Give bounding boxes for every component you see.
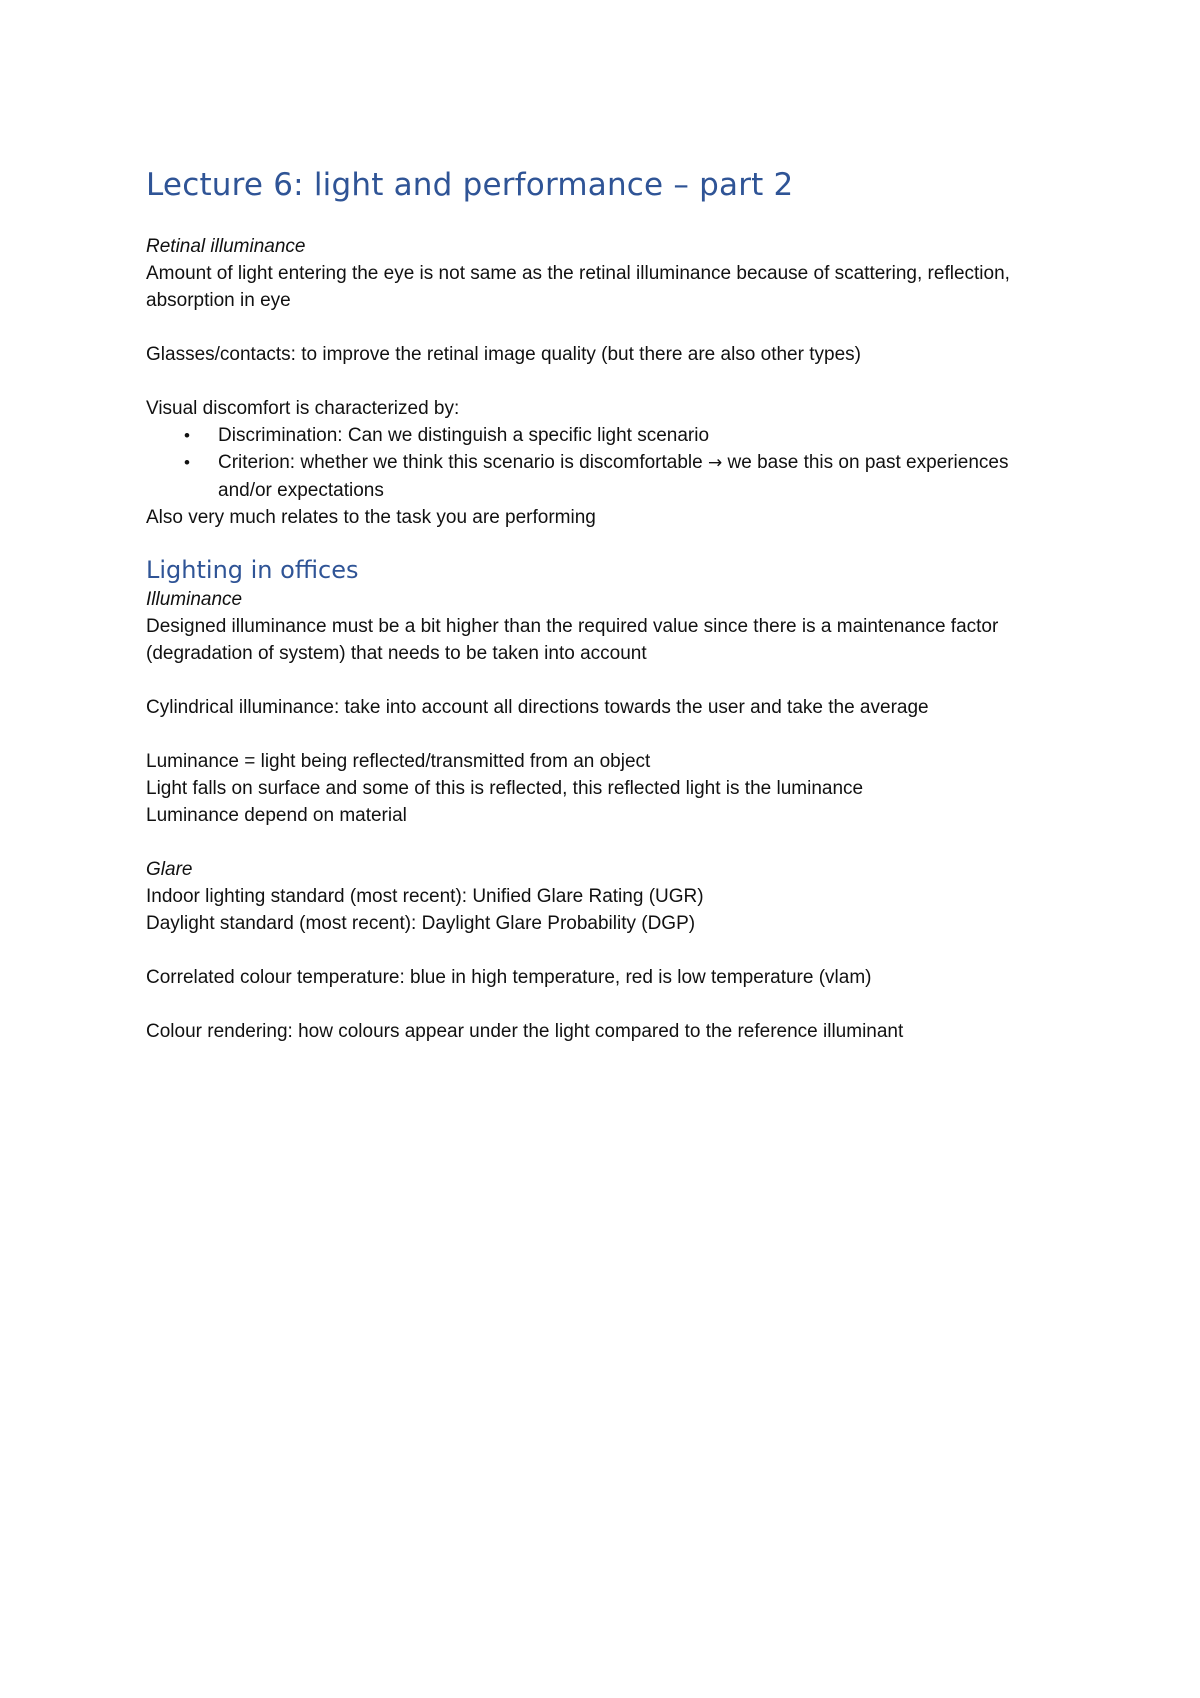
section-heading-lighting-in-offices: Lighting in offices [146, 556, 359, 584]
paragraph-colour-rendering: Colour rendering: how colours appear under the light compared to the reference illuminant [146, 1021, 904, 1042]
paragraph-glasses-contacts: Glasses/contacts: to improve the retinal image quality (but there are also other types) [146, 344, 861, 365]
paragraph-designed-illuminance: Designed illuminance must be a bit higher than the required value since there is a maintenance factor (degradation of system) that needs to be taken into account [146, 616, 999, 664]
right-arrow-icon: → [708, 453, 723, 473]
paragraph-task-relation: Also very much relates to the task you are performing [146, 507, 596, 528]
spacer [146, 991, 1046, 1018]
bullet-icon: • [184, 453, 190, 472]
line-luminance-material: Luminance depend on material [146, 805, 407, 826]
bullet-list [146, 422, 1046, 504]
line-indoor-glare-standard: Indoor lighting standard (most recent): Unified Glare Rating (UGR) [146, 886, 704, 907]
subheading-retinal-illuminance: Retinal illuminance [146, 236, 306, 257]
spacer [146, 314, 1046, 341]
spacer [146, 531, 1046, 554]
bullet-icon: • [184, 426, 190, 445]
list-item-discrimination [146, 422, 1046, 449]
paragraph-cylindrical-illuminance: Cylindrical illuminance: take into account all directions towards the user and take the average [146, 697, 929, 718]
page-title: Lecture 6: light and performance – part 2 [146, 167, 794, 203]
subheading-glare: Glare [146, 859, 193, 880]
spacer [146, 937, 1046, 964]
list-item-criterion [146, 449, 1046, 504]
spacer [146, 368, 1046, 395]
paragraph-correlated-colour-temperature: Correlated colour temperature: blue in high temperature, red is low temperature (vlam) [146, 967, 872, 988]
spacer [146, 721, 1046, 748]
paragraph-visual-discomfort: Visual discomfort is characterized by: [146, 398, 460, 419]
list-item-text: Discrimination: Can we distinguish a specific light scenario [218, 425, 710, 446]
paragraph-retinal-illuminance: Amount of light entering the eye is not same as the retinal illuminance because of scattering, reflection, absorption in eye [146, 263, 1010, 311]
list-item-text-continued: we base this on past experiences and/or expectations [218, 452, 1009, 501]
spacer [146, 829, 1046, 856]
spacer [146, 667, 1046, 694]
subheading-illuminance: Illuminance [146, 589, 243, 610]
line-daylight-glare-standard: Daylight standard (most recent): Daylight Glare Probability (DGP) [146, 913, 696, 934]
list-item-text: Criterion: whether we think this scenario is discomfortable [218, 452, 703, 473]
line-luminance-definition: Luminance = light being reflected/transmitted from an object [146, 751, 651, 772]
document-body [146, 165, 1046, 1045]
line-luminance-reflection: Light falls on surface and some of this is reflected, this reflected light is the luminance [146, 778, 864, 799]
